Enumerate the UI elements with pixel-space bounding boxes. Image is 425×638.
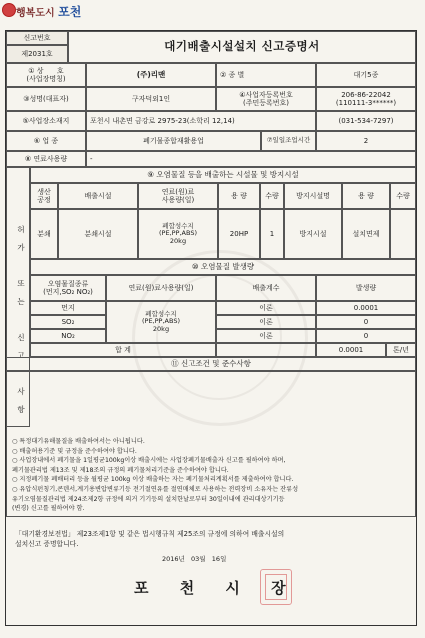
declaration-text: 「대기환경보전법」 제23조제1항 및 같은 법시행규칙 제25조의 규정에 의하여 배출시설의 설치신고 증명합니다. — [15, 530, 285, 548]
facility-quantity: 1 — [260, 209, 284, 259]
header-quantity: 수량 — [260, 183, 284, 209]
condition-item: ○ 특정대기유해물질을 배출하여서는 아니됩니다. — [12, 438, 145, 445]
header-emission-factor: 배출계수 — [216, 275, 316, 301]
facility-process: 분쇄 — [30, 209, 58, 259]
header-process: 생산 공정 — [30, 183, 58, 209]
logo-slogan: 행복도시 — [16, 8, 55, 19]
total-label: 합 계 — [30, 343, 216, 357]
pollution-material: 폐합성수지 (PE,PP,ABS) 20kg — [106, 301, 216, 343]
city-logo-text — [16, 3, 81, 20]
facility-prevention-quantity — [390, 209, 416, 259]
document-title: 대기배출시설설치 신고증명서 — [68, 31, 416, 63]
condition-item: (변경) 신고를 필하여야 함. — [12, 505, 85, 513]
address-label: ⑤사업장소재지 — [6, 111, 86, 131]
date-month: 03월 — [191, 555, 206, 563]
address-value: 포천시 내촌면 금강로 2975-23(소학리 12,14) — [86, 111, 316, 131]
operating-hours-value: 2 — [316, 131, 416, 151]
category-label: ② 종 별 — [216, 63, 316, 87]
factor-so2: 이론 — [216, 315, 316, 329]
factor-dust: 이론 — [216, 301, 316, 315]
issue-date — [162, 554, 226, 563]
pollutant-so2: SO₂ — [30, 315, 106, 329]
facility-emission: 분쇄시설 — [58, 209, 138, 259]
conditions-list — [12, 437, 412, 514]
facility-capacity: 20HP — [218, 209, 260, 259]
amount-so2: 0 — [316, 315, 416, 329]
amount-dust: 0.0001 — [316, 301, 416, 315]
condition-item: 유기오염물질관리법 제24조제2항 규정에 의거 기기등의 설치한날로부터 30일이내에 관리대상기기등 — [12, 495, 285, 503]
condition-item: ○ 배출허용기준 및 규정을 준수하여야 합니다. — [12, 447, 137, 455]
amount-no2: 0 — [316, 329, 416, 343]
facility-prevention-capacity: 설치면제 — [342, 209, 390, 259]
industry-value: 폐기물종합재활용업 — [86, 131, 261, 151]
issuer-signature: 포 천 시 장 — [134, 579, 299, 597]
total-unit: 톤/년 — [386, 343, 416, 357]
representative-name: 구자덕외1인 — [86, 87, 216, 111]
category-value: 대기5종 — [316, 63, 416, 87]
facility-section-title: ⑨ 오염물질 등을 배출하는 시설물 및 방지시설 — [30, 167, 416, 183]
facility-prevention: 방지시설 — [284, 209, 342, 259]
company-name: (주)리맨 — [86, 63, 216, 87]
header-material-usage: 연료(원)료 사용량(일) — [138, 183, 218, 209]
condition-item: 폐기물관리법 제13조 및 제18조의 규정의 폐기물처리기준을 준수하여야 합니다. — [12, 466, 229, 474]
header-capacity: 용 량 — [218, 183, 260, 209]
logo-city-name: 포천 — [58, 5, 82, 19]
conditions-section-title: ⑪ 신고조건 및 준수사항 — [6, 357, 416, 371]
seal-inner-border — [265, 574, 287, 600]
facility-material: 폐합성수지 (PE,PP,ABS) 20kg — [138, 209, 218, 259]
business-reg-number: 206-86-22042 (110111-3******) — [316, 87, 416, 111]
reg-label: 신고번호 — [6, 31, 68, 45]
pollutant-no2: NO₂ — [30, 329, 106, 343]
representative-label: ③성명(대표자) — [6, 87, 86, 111]
operating-hours-label: ⑦일일조업시간 — [261, 131, 316, 151]
business-reg-label: ④사업자등록번호 (주민등록번호) — [216, 87, 316, 111]
city-logo — [0, 0, 120, 20]
pollutant-dust: 먼지 — [30, 301, 106, 315]
header-raw-material-usage: 연료(원)료사용량(일) — [106, 275, 216, 301]
header-generation-amount: 발생량 — [316, 275, 416, 301]
company-name-label: ① 상 호 (사업장명칭) — [6, 63, 86, 87]
header-prevention-capacity: 용 량 — [342, 183, 390, 209]
total-value: 0.0001 — [316, 343, 386, 357]
fuel-usage-value: - — [86, 151, 416, 167]
header-pollutant-type: 오염물질종류 (먼지,SO₂ NO₂) — [30, 275, 106, 301]
date-year: 2016년 — [162, 555, 185, 563]
pollution-section-title: ⑩ 오염물질 발생량 — [30, 259, 416, 275]
header-prevention-quantity: 수량 — [390, 183, 416, 209]
total-factor — [216, 343, 316, 357]
condition-item: ○ 사업장내에서 폐기물을 1일평균100kg이상 배출시에는 사업장폐기물배출자 신고를 필하여야 하며, — [12, 457, 286, 465]
reg-number: 제2031호 — [6, 45, 68, 63]
condition-item: ○ 지정폐기물 폐배터리 등을 월평균 100kg 이상 배출하는 자는 폐기물처리계획서를 제출하여야 합니다. — [12, 476, 294, 484]
official-seal-stamp — [260, 569, 292, 605]
header-emission-facility: 배출시설 — [58, 183, 138, 209]
fuel-usage-label: ⑧ 연료사용량 — [6, 151, 86, 167]
city-emblem-icon — [2, 3, 16, 17]
industry-label: ⑥ 업 종 — [6, 131, 86, 151]
header-prevention-facility: 방지시설명 — [284, 183, 342, 209]
date-day: 16일 — [211, 555, 227, 563]
permit-side-label: 허 가 또 는 신 고 사 항 — [17, 225, 25, 414]
phone-number: (031-534-7297) — [316, 111, 416, 131]
factor-no2: 이론 — [216, 329, 316, 343]
condition-item: ○ 유압식펀칭기,콘덴서,계기용변압변류기등 전기절연유를 절연매체로 사용하는 전력장비 소유자는 잔류성 — [12, 485, 299, 493]
